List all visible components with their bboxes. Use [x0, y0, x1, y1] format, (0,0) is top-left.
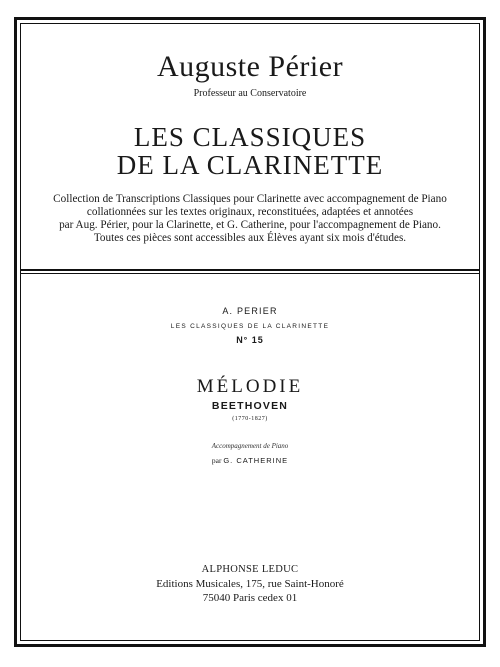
- arranger-prefix: par: [211, 456, 222, 465]
- series-title-line2: DE LA CLARINETTE: [116, 150, 384, 180]
- publisher-address-line2: 75040 Paris cedex 01: [202, 592, 298, 604]
- inner-border-frame: [20, 23, 480, 641]
- piece-title: MÉLODIE: [196, 376, 304, 397]
- accompaniment-label: Accompagnement de Piano: [211, 442, 289, 450]
- arranger-name: G. CATHERINE: [223, 456, 289, 465]
- composer-name: BEETHOVEN: [211, 400, 289, 412]
- description-line: Toutes ces pièces sont accessibles aux Élèves ayant six mois d'études.: [93, 232, 407, 244]
- collection-description: [44, 193, 456, 245]
- composer-dates: (1770-1827): [232, 416, 268, 422]
- edition-series: LES CLASSIQUES DE LA CLARINETTE: [170, 323, 330, 330]
- description-line: par Aug. Périer, pour la Clarinette, et G. Catherine, pour l'accompagnement de Piano.: [59, 219, 441, 231]
- edition-number: N° 15: [236, 335, 264, 345]
- publisher-name: ALPHONSE LEDUC: [201, 564, 299, 575]
- description-line: Collection de Transcriptions Classiques pour Clarinette avec accompagnement de Piano: [53, 193, 447, 205]
- series-title-line1: LES CLASSIQUES: [133, 122, 367, 152]
- section-divider-thin: [20, 273, 480, 274]
- publisher-address-line1: Editions Musicales, 175, rue Saint-Honoré: [156, 578, 344, 590]
- description-line: collationnées sur les textes originaux, reconstituées, adaptées et annotées: [86, 206, 414, 218]
- section-divider: [20, 269, 480, 271]
- author-name: Auguste Périer: [156, 50, 344, 83]
- arranger-line: [20, 456, 480, 465]
- author-title: Professeur au Conservatoire: [193, 88, 307, 99]
- edition-author: A. PERIER: [222, 306, 278, 316]
